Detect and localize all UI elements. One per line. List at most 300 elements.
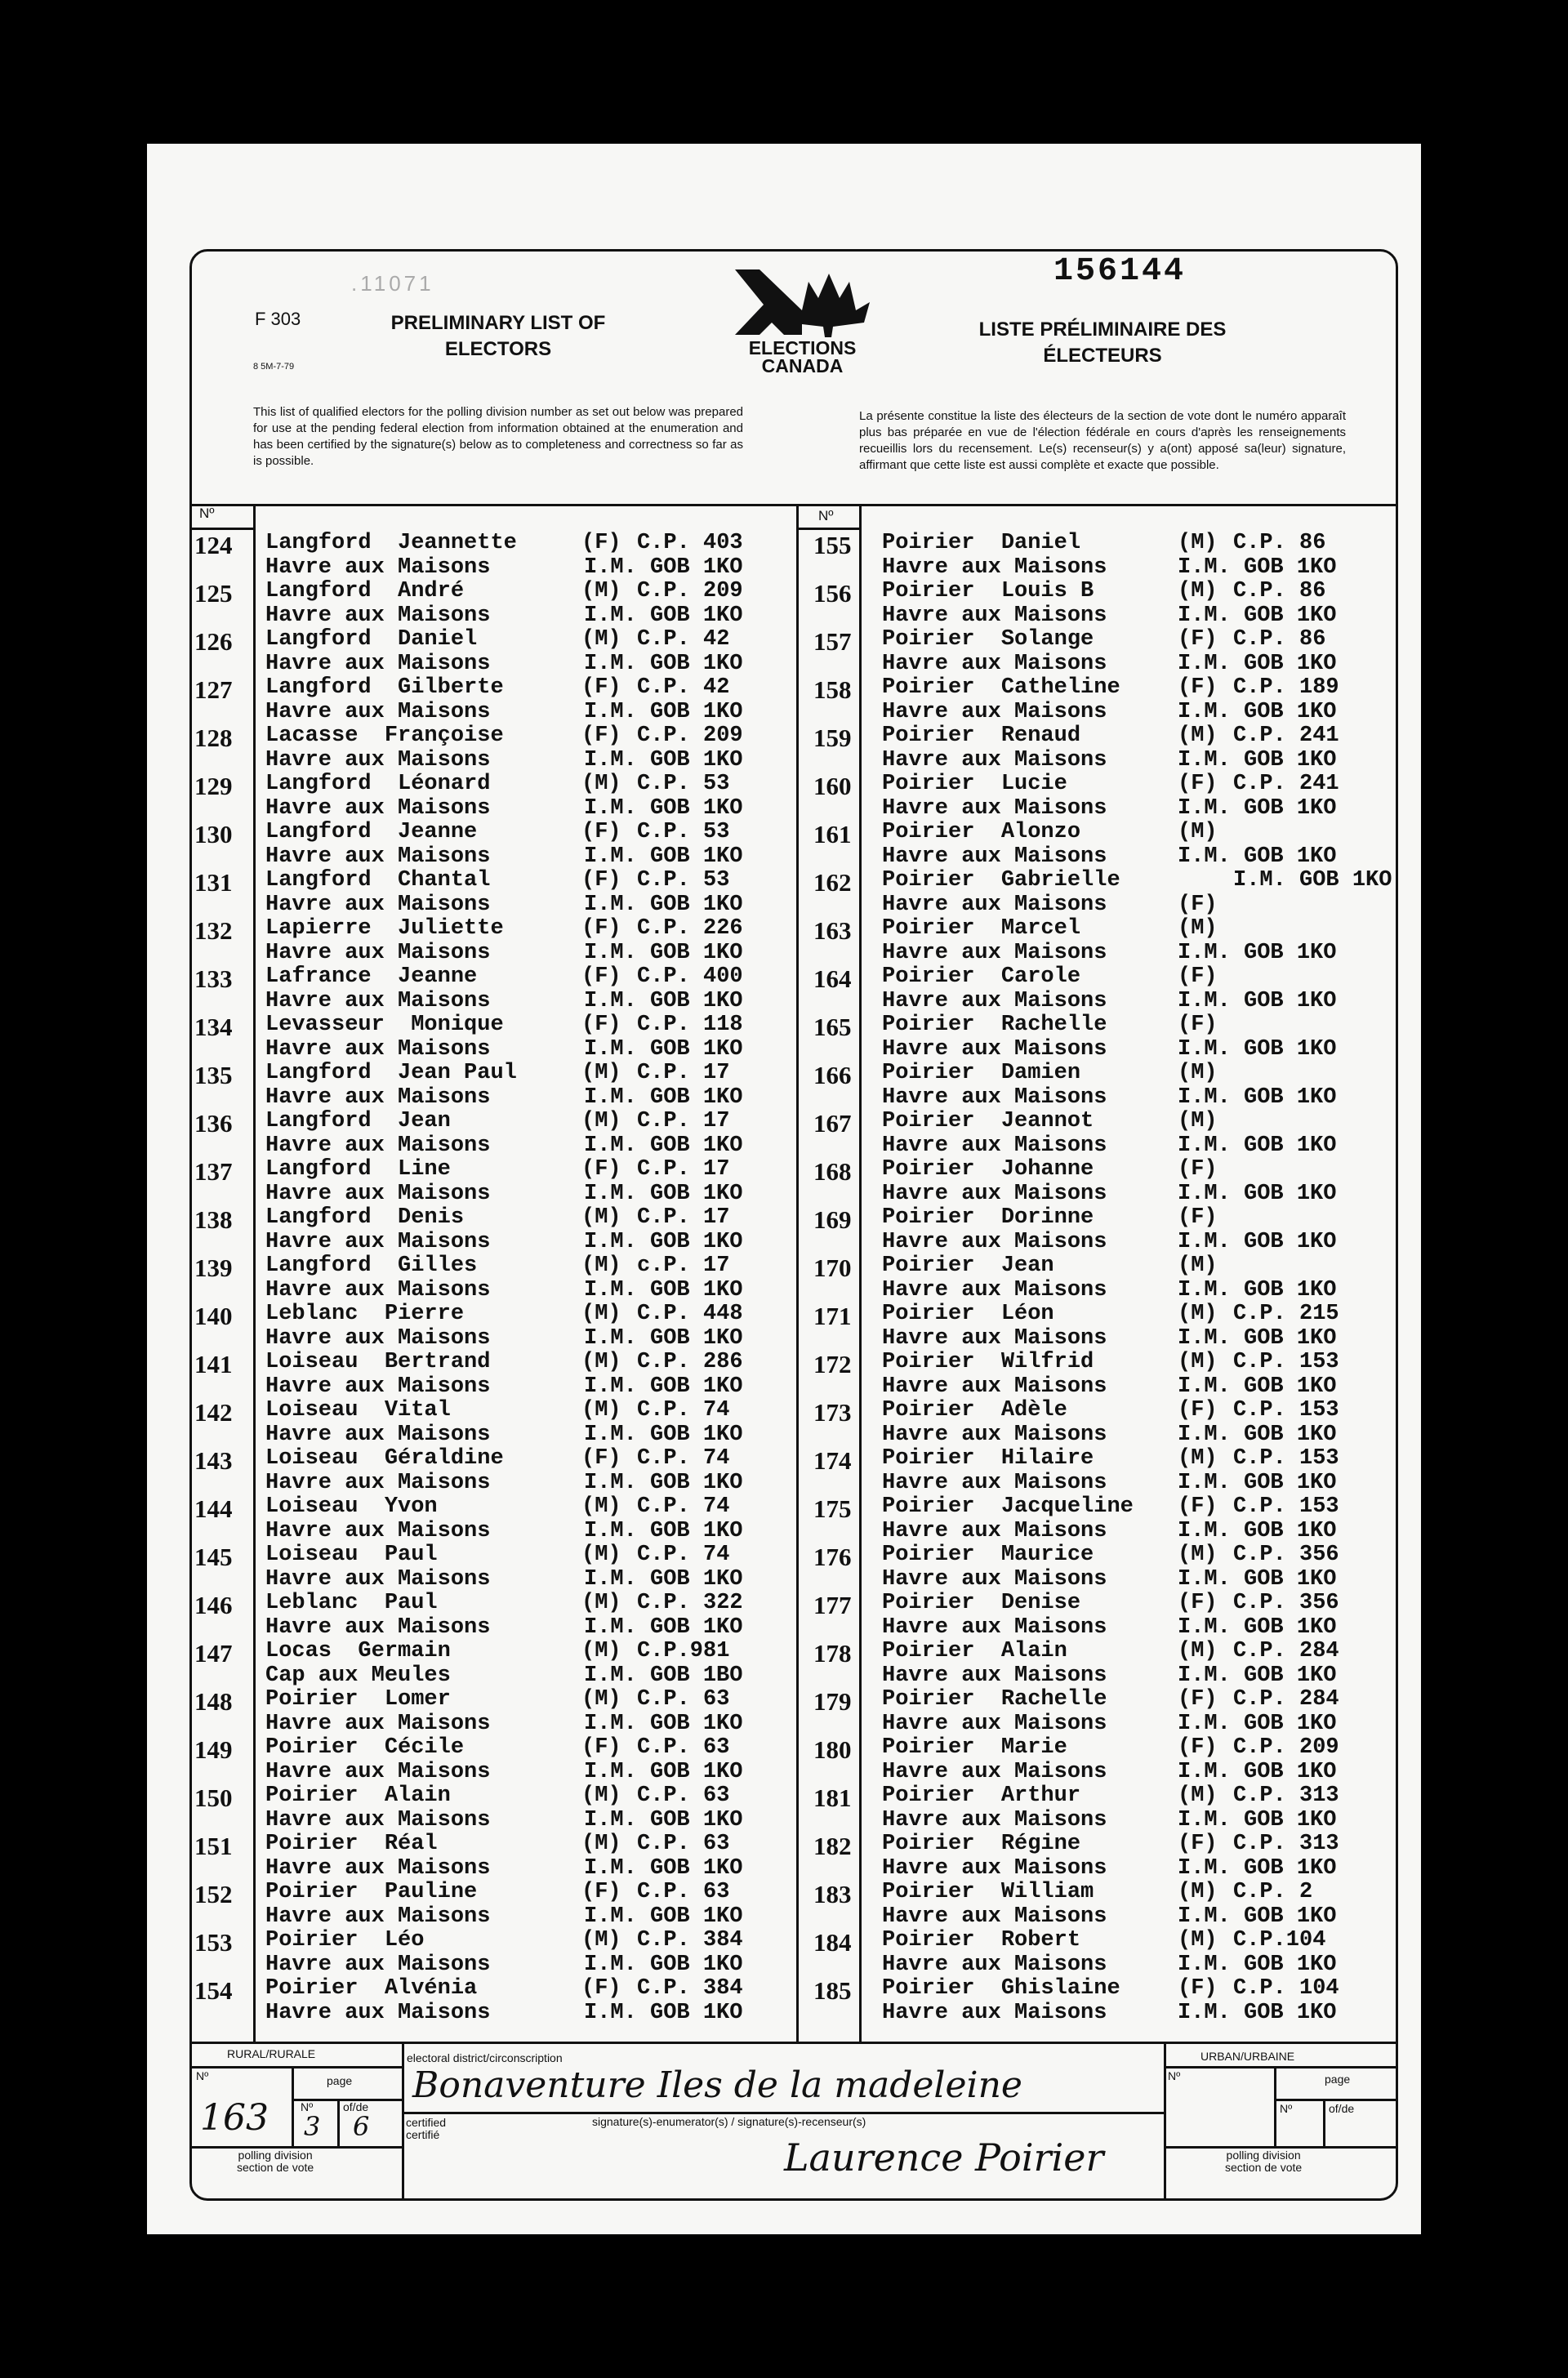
elector-address: C.P. 17 <box>637 1061 730 1085</box>
elector-address: C.P. 286 <box>637 1350 743 1374</box>
urban-no-rule <box>1274 2066 1276 2146</box>
elector-name: Poirier Catheline <box>882 675 1120 700</box>
elector-number: 146 <box>194 1591 233 1619</box>
elector-postal: I.M. GOB 1KO <box>584 796 743 821</box>
elector-address: C.P. 74 <box>637 1446 730 1471</box>
elector-postal: I.M. GOB 1KO <box>1178 652 1337 676</box>
elector-number: 139 <box>194 1254 233 1282</box>
certified-label <box>406 2117 446 2141</box>
elector-address: C.P. 284 <box>1233 1687 1339 1712</box>
elector-address: C.P.981 <box>637 1639 730 1663</box>
elector-number: 163 <box>813 916 852 945</box>
elector-number: 183 <box>813 1880 852 1908</box>
elector-number: 154 <box>194 1976 233 2005</box>
elector-entry <box>0 1109 1568 1158</box>
urban-page-label: page <box>1325 2073 1351 2086</box>
elector-address: C.P. 42 <box>637 627 730 652</box>
elector-name: Poirier Damien <box>882 1061 1081 1085</box>
elector-name: Poirier William <box>882 1880 1094 1904</box>
elector-name: Poirier Alvénia <box>265 1976 478 2001</box>
elector-postal: I.M. GOB 1KO <box>584 941 743 965</box>
elector-postal: I.M. GOB 1KO <box>584 893 743 917</box>
elector-entry <box>0 1928 1568 1977</box>
elector-sex: (F) <box>581 868 621 893</box>
elector-number: 162 <box>813 868 852 897</box>
elector-name: Poirier Arthur <box>882 1784 1081 1808</box>
elector-postal: I.M. GOB 1KO <box>584 603 743 628</box>
urban-page-rule <box>1274 2099 1398 2101</box>
rural-page-no-label: Nº <box>301 2100 314 2113</box>
elector-entry <box>0 579 1568 628</box>
elector-postal: I.M. GOB 1KO <box>584 555 743 580</box>
rural-label: RURAL/RURALE <box>227 2047 316 2060</box>
elector-sex: (F) <box>1178 1398 1218 1423</box>
elector-name: Poirier Wilfrid <box>882 1350 1094 1374</box>
elector-postal: I.M. GOB 1KO <box>1178 1856 1337 1881</box>
elector-name: Poirier Denise <box>882 1591 1081 1615</box>
elector-number: 138 <box>194 1205 233 1234</box>
elector-address: C.P. 63 <box>637 1832 730 1856</box>
elector-name: Locas Germain <box>265 1639 451 1663</box>
elector-locality: Havre aux Maisons <box>265 1519 491 1543</box>
elector-postal: I.M. GOB 1KO <box>584 2001 743 2025</box>
rural-no-rule <box>292 2066 294 2146</box>
elector-sex: (M) <box>581 1205 621 1230</box>
elector-postal: I.M. GOB 1KO <box>1178 1182 1337 1206</box>
elector-locality: Havre aux Maisons <box>265 989 491 1013</box>
elector-number: 177 <box>813 1591 852 1619</box>
urban-page-no-label: Nº <box>1280 2102 1293 2115</box>
elector-locality: Havre aux Maisons <box>882 1133 1107 1158</box>
elector-postal: I.M. GOB 1KO <box>584 1615 743 1640</box>
elector-locality: Havre aux Maisons <box>882 989 1107 1013</box>
elector-postal: I.M. GOB 1KO <box>1178 1374 1337 1399</box>
elector-name: Poirier Léo <box>265 1928 425 1953</box>
elector-locality: Cap aux Meules <box>265 1663 451 1688</box>
elector-name: Poirier Solange <box>882 627 1094 652</box>
elector-postal: I.M. GOB 1KO <box>584 748 743 773</box>
elector-number: 125 <box>194 579 233 608</box>
elector-address: C.P. 104 <box>1233 1976 1339 2001</box>
elector-locality: Havre aux Maisons <box>265 1856 491 1881</box>
elector-address: C.P. 53 <box>637 820 730 844</box>
elector-name: Langford Chantal <box>265 868 491 893</box>
title-fr-line1: LISTE PRÉLIMINAIRE DES <box>978 318 1227 341</box>
elector-locality: Havre aux Maisons <box>265 796 491 821</box>
elector-sex: (M) <box>1178 1302 1218 1326</box>
elector-number: 131 <box>194 868 233 897</box>
polling-division-number: 163 <box>200 2097 269 2139</box>
title-en-line2: ELECTORS <box>444 338 552 360</box>
elector-address: C.P. 42 <box>637 675 730 700</box>
elector-sex: (M) <box>1178 531 1218 555</box>
elector-name: Poirier Carole <box>882 964 1081 989</box>
elector-address: C.P. 226 <box>637 916 743 941</box>
serial-number: 156144 <box>1054 253 1187 290</box>
elector-sex: (M) <box>581 1591 621 1615</box>
elector-name: Poirier Pauline <box>265 1880 478 1904</box>
elector-postal: I.M. GOB 1KO <box>584 700 743 724</box>
elector-sex: (F) <box>1178 1157 1218 1182</box>
elector-locality: Havre aux Maisons <box>265 652 491 676</box>
elector-locality: Havre aux Maisons <box>265 893 491 917</box>
elector-postal: I.M. GOB 1KO <box>1178 1904 1337 1929</box>
elector-postal: I.M. GOB 1KO <box>584 652 743 676</box>
elector-sex: (F) <box>581 675 621 700</box>
elector-number: 130 <box>194 820 233 848</box>
elector-sex: (F) <box>1178 627 1218 652</box>
elector-name: Langford André <box>265 579 465 603</box>
elector-number: 144 <box>194 1494 233 1523</box>
elector-locality: Havre aux Maisons <box>882 893 1107 917</box>
elector-sex: (F) <box>1178 1013 1218 1037</box>
elector-locality: Havre aux Maisons <box>265 1182 491 1206</box>
elector-name: Poirier Gabrielle <box>882 868 1120 893</box>
elector-sex: (F) <box>581 916 621 941</box>
elector-entry <box>0 1976 1568 2025</box>
elector-sex: (M) <box>1178 1350 1218 1374</box>
elector-locality: Havre aux Maisons <box>882 652 1107 676</box>
elector-number: 164 <box>813 964 852 993</box>
right-no-head-rule <box>796 528 862 530</box>
urban-of-rule <box>1323 2099 1325 2146</box>
elector-locality: Havre aux Maisons <box>882 1953 1107 1977</box>
elector-entry <box>0 627 1568 676</box>
elector-number: 150 <box>194 1784 233 1812</box>
elector-sex: (F) <box>581 1976 621 2001</box>
elector-locality: Havre aux Maisons <box>265 844 491 869</box>
elector-name: Poirier Maurice <box>882 1543 1094 1567</box>
elector-sex: (F) <box>1178 675 1218 700</box>
elector-number: 149 <box>194 1735 233 1764</box>
elector-sex: (F) <box>1178 1832 1218 1856</box>
elector-address: C.P. 215 <box>1233 1302 1339 1326</box>
elector-locality: Havre aux Maisons <box>882 1904 1107 1929</box>
elector-name: Langford Denis <box>265 1205 465 1230</box>
elector-name: Loiseau Géraldine <box>265 1446 504 1471</box>
elector-address: C.P. 74 <box>637 1543 730 1567</box>
elector-address: C.P. 448 <box>637 1302 743 1326</box>
elector-postal: I.M. GOB 1KO <box>1178 1278 1337 1303</box>
rural-of-rule <box>337 2099 340 2146</box>
title-fr <box>939 317 1266 369</box>
elector-postal: I.M. GOB 1KO <box>1178 1567 1337 1592</box>
elector-sex: (F) <box>581 1157 621 1182</box>
title-fr-line2: ÉLECTEURS <box>1043 345 1162 367</box>
elector-address: C.P. 189 <box>1233 675 1339 700</box>
elector-locality: Havre aux Maisons <box>265 1712 491 1736</box>
elector-postal: I.M. GOB 1KO <box>1178 1663 1337 1688</box>
elector-locality: Havre aux Maisons <box>265 1904 491 1929</box>
elector-sex: (F) <box>1178 964 1218 989</box>
elector-locality: Havre aux Maisons <box>265 1808 491 1832</box>
elector-sex: (F) <box>581 1446 621 1471</box>
elector-locality: Havre aux Maisons <box>882 2001 1107 2025</box>
elector-locality: Havre aux Maisons <box>882 555 1107 580</box>
elector-number: 148 <box>194 1687 233 1716</box>
elector-name: Leblanc Paul <box>265 1591 438 1615</box>
elector-name: Poirier Alonzo <box>882 820 1081 844</box>
elector-entry <box>0 916 1568 965</box>
rural-polling-label <box>237 2149 314 2174</box>
elector-number: 128 <box>194 724 233 752</box>
elector-name: Poirier Dorinne <box>882 1205 1094 1230</box>
elector-postal: I.M. GOB 1KO <box>584 1085 743 1110</box>
title-en <box>351 310 645 363</box>
elector-name: Poirier Daniel <box>882 531 1081 555</box>
rural-of-label: of/de <box>343 2100 369 2113</box>
elector-number: 158 <box>813 675 852 704</box>
elector-postal: I.M. GOB 1KO <box>1178 1085 1337 1110</box>
elector-name: Poirier Rachelle <box>882 1013 1107 1037</box>
elector-postal: I.M. GOB 1KO <box>584 1567 743 1592</box>
elector-sex: (M) <box>581 1302 621 1326</box>
elector-name: Poirier Robert <box>882 1928 1081 1953</box>
faint-stamp: .11071 <box>351 271 434 296</box>
elector-entry <box>0 1784 1568 1832</box>
elector-entry <box>0 820 1568 869</box>
elector-number: 135 <box>194 1061 233 1089</box>
elector-sex: (M) <box>581 1061 621 1085</box>
elector-locality: Havre aux Maisons <box>882 1808 1107 1832</box>
elector-number: 143 <box>194 1446 233 1475</box>
elector-sex: (M) <box>581 1832 621 1856</box>
elector-sex: (M) <box>1178 1109 1218 1133</box>
elector-name: Langford Léonard <box>265 772 491 796</box>
elector-postal: I.M. GOB 1KO <box>1178 989 1337 1013</box>
elector-entry <box>0 1205 1568 1254</box>
elector-name: Poirier Jacqueline <box>882 1494 1134 1519</box>
right-no-header: Nº <box>818 508 834 523</box>
elector-postal: I.M. GOB 1KO <box>584 1182 743 1206</box>
elector-sex: (F) <box>1178 1494 1218 1519</box>
elector-postal: I.M. GOB 1KO <box>1178 941 1337 965</box>
elector-postal: I.M. GOB 1KO <box>584 1278 743 1303</box>
elector-sex: (F) <box>581 724 621 748</box>
elector-postal: I.M. GOB 1KO <box>1178 1423 1337 1447</box>
elector-entry <box>0 531 1568 580</box>
rural-head-rule <box>189 2066 402 2069</box>
elector-name: Poirier Réal <box>265 1832 438 1856</box>
elector-name: Langford Jean <box>265 1109 451 1133</box>
elector-postal: I.M. GOB 1KO <box>1178 1712 1337 1736</box>
elector-postal: I.M. GOB 1KO <box>584 1760 743 1784</box>
elector-entry <box>0 1735 1568 1784</box>
elector-number: 157 <box>813 627 852 656</box>
elector-sex: (M) <box>1178 1061 1218 1085</box>
elector-address: C.P. 313 <box>1233 1832 1339 1856</box>
elector-number: 171 <box>813 1302 852 1330</box>
rural-polling-line2: section de vote <box>237 2161 314 2174</box>
elector-postal: I.M. GOB 1KO <box>1178 1471 1337 1495</box>
urban-label: URBAN/URBAINE <box>1200 2050 1295 2063</box>
elector-locality: Havre aux Maisons <box>882 748 1107 773</box>
elector-postal: I.M. GOB 1KO <box>1178 1037 1337 1062</box>
elector-entry <box>0 1302 1568 1351</box>
elector-locality: Havre aux Maisons <box>265 1760 491 1784</box>
elector-number: 124 <box>194 531 233 559</box>
elector-entry <box>0 1687 1568 1736</box>
elector-postal: I.M. GOB 1KO <box>1178 1615 1337 1640</box>
elector-entry <box>0 724 1568 773</box>
elector-entry <box>0 868 1568 917</box>
elector-number: 161 <box>813 820 852 848</box>
elector-locality: Havre aux Maisons <box>882 1085 1107 1110</box>
elector-sex: (M) <box>581 1784 621 1808</box>
elector-number: 136 <box>194 1109 233 1138</box>
elector-number: 184 <box>813 1928 852 1957</box>
page-number: 3 <box>304 2111 321 2142</box>
elector-name: Poirier Lucie <box>882 772 1067 796</box>
footer-top-rule <box>189 2042 1398 2044</box>
elector-address: C.P. 74 <box>637 1398 730 1423</box>
elector-number: 142 <box>194 1398 233 1427</box>
elector-sex: (M) <box>581 1639 621 1663</box>
elector-sex: (F) <box>1178 1976 1218 2001</box>
elector-name: Poirier Adèle <box>882 1398 1067 1423</box>
elector-number: 153 <box>194 1928 233 1957</box>
elector-postal: I.M. GOB 1KO <box>584 1133 743 1158</box>
elector-locality: Havre aux Maisons <box>265 700 491 724</box>
district-underline <box>402 2112 1164 2114</box>
elector-locality: Havre aux Maisons <box>882 603 1107 628</box>
elector-locality: Havre aux Maisons <box>882 1326 1107 1351</box>
certified-line2: certifié <box>406 2128 440 2141</box>
elector-number: 129 <box>194 772 233 800</box>
elector-number: 127 <box>194 675 233 704</box>
elector-postal: I.M. GOB 1KO <box>1178 1326 1337 1351</box>
elector-sex: (M) <box>581 1494 621 1519</box>
elector-postal: (F) <box>1178 893 1218 917</box>
elector-locality: Havre aux Maisons <box>265 1230 491 1254</box>
elector-entry <box>0 1591 1568 1640</box>
elector-locality: Havre aux Maisons <box>265 941 491 965</box>
district-label: electoral district/circonscription <box>407 2051 563 2064</box>
elector-number: 137 <box>194 1157 233 1186</box>
elector-sex: (M) <box>581 579 621 603</box>
elector-number: 152 <box>194 1880 233 1908</box>
elector-address: C.P. 153 <box>1233 1494 1339 1519</box>
elector-locality: Havre aux Maisons <box>265 748 491 773</box>
elector-sex: (M) <box>1178 1928 1218 1953</box>
elector-postal: I.M. GOB 1KO <box>1178 700 1337 724</box>
elector-name: Poirier Alain <box>265 1784 451 1808</box>
elector-name: Poirier Louis B <box>882 579 1094 603</box>
elector-name: Loiseau Yvon <box>265 1494 438 1519</box>
elector-sex: (F) <box>1178 1735 1218 1760</box>
elector-number: 126 <box>194 627 233 656</box>
elector-number: 166 <box>813 1061 852 1089</box>
elector-address: c.P. 17 <box>637 1254 730 1278</box>
elector-address: C.P. 356 <box>1233 1543 1339 1567</box>
elector-address: C.P. 63 <box>637 1880 730 1904</box>
elector-postal: I.M. GOB 1KO <box>584 1471 743 1495</box>
elector-postal: I.M. GOB 1KO <box>1178 1953 1337 1977</box>
elector-sex: (F) <box>581 1735 621 1760</box>
elections-canada-logo <box>727 265 878 380</box>
elector-address: C.P. 153 <box>1233 1446 1339 1471</box>
district-handwritten: Bonaventure Iles de la madeleine <box>412 2064 1022 2106</box>
elector-sex: (M) <box>581 1687 621 1712</box>
elector-name: Lafrance Jeanne <box>265 964 478 989</box>
elector-postal: I.M. GOB 1KO <box>1178 1230 1337 1254</box>
elector-locality: Havre aux Maisons <box>882 1423 1107 1447</box>
elector-name: Poirier Marie <box>882 1735 1067 1760</box>
elector-locality: Havre aux Maisons <box>265 1615 491 1640</box>
elector-number: 147 <box>194 1639 233 1668</box>
elector-postal: I.M. GOB 1KO <box>584 1037 743 1062</box>
elector-sex: (F) <box>1178 1687 1218 1712</box>
elector-sex: (M) <box>581 1350 621 1374</box>
elector-locality: Havre aux Maisons <box>265 1953 491 1977</box>
intro-en: This list of qualified electors for the polling division number as set out below was prepared for use at the pending federal election from information obtained at the enumeration and has been certified by the signature(s) below as to completeness and correctness so far as is possible. <box>253 405 743 468</box>
elector-number: 185 <box>813 1976 852 2005</box>
elector-sex: (M) <box>1178 1254 1218 1278</box>
elector-number: 134 <box>194 1013 233 1041</box>
elector-sex: (M) <box>581 627 621 652</box>
elector-locality: Havre aux Maisons <box>882 1230 1107 1254</box>
elector-number: 151 <box>194 1832 233 1860</box>
elector-entry <box>0 675 1568 724</box>
urban-polling-label <box>1225 2149 1302 2174</box>
elector-address: C.P. 322 <box>637 1591 743 1615</box>
elector-number: 160 <box>813 772 852 800</box>
elector-address: C.P. 384 <box>637 1976 743 2001</box>
elector-locality: Havre aux Maisons <box>265 2001 491 2025</box>
elector-postal: I.M. GOB 1KO <box>1178 1808 1337 1832</box>
elector-postal: I.M. GOB 1KO <box>584 1953 743 1977</box>
elector-sex: (M) <box>1178 1784 1218 1808</box>
elector-entry <box>0 1157 1568 1206</box>
elector-locality: Havre aux Maisons <box>882 1519 1107 1543</box>
elector-number: 170 <box>813 1254 852 1282</box>
elector-name: Poirier Lomer <box>265 1687 451 1712</box>
elector-number: 140 <box>194 1302 233 1330</box>
certified-line1: certified <box>406 2116 447 2129</box>
elector-sex: (M) <box>1178 1543 1218 1567</box>
logo-text-line1: ELECTIONS <box>748 337 857 358</box>
elector-entry <box>0 1880 1568 1929</box>
elector-locality: Havre aux Maisons <box>265 1326 491 1351</box>
elector-sex: (F) <box>581 820 621 844</box>
form-code: F 303 <box>255 309 301 329</box>
elector-address: C.P. 384 <box>637 1928 743 1953</box>
elector-address: C.P. 86 <box>1233 531 1326 555</box>
elector-name: Poirier Hilaire <box>882 1446 1094 1471</box>
elector-name: Langford Jean Paul <box>265 1061 517 1085</box>
elector-address: C.P. 17 <box>637 1109 730 1133</box>
elector-entry <box>0 1446 1568 1495</box>
elector-locality: Havre aux Maisons <box>265 603 491 628</box>
elector-postal: I.M. GOB 1KO <box>584 1856 743 1881</box>
elector-number: 172 <box>813 1350 852 1378</box>
elector-number: 169 <box>813 1205 852 1234</box>
elector-name: Levasseur Monique <box>265 1013 504 1037</box>
elector-locality: Havre aux Maisons <box>882 1615 1107 1640</box>
elector-entry <box>0 964 1568 1013</box>
elector-entry <box>0 1013 1568 1062</box>
elector-name: Langford Daniel <box>265 627 478 652</box>
elector-address: C.P. 209 <box>637 579 743 603</box>
elector-name: Langford Gilberte <box>265 675 504 700</box>
elector-address: I.M. GOB 1KO <box>1233 868 1392 893</box>
elector-postal: I.M. GOB 1KO <box>1178 796 1337 821</box>
elector-sex: (F) <box>581 1013 621 1037</box>
elector-number: 174 <box>813 1446 852 1475</box>
elector-address: C.P. 74 <box>637 1494 730 1519</box>
elector-postal: I.M. GOB 1KO <box>1178 844 1337 869</box>
urban-of-label: of/de <box>1329 2102 1355 2115</box>
